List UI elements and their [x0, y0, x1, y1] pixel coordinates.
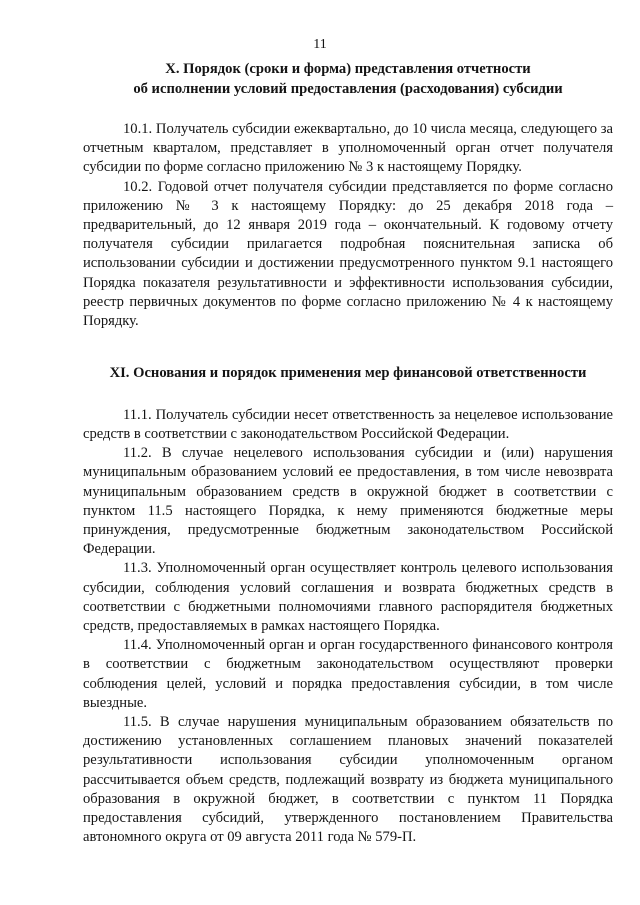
section-x-heading [83, 60, 613, 99]
section-x-heading-line1: X. Порядок (сроки и форма) представления отчетности [165, 61, 531, 77]
section-x-heading-line2: об исполнении условий предоставления (расходования) субсидии [133, 80, 563, 97]
paragraph-11-1: 11.1. Получатель субсидии несет ответственность за нецелевое использование средств в соответствии с законодательством Российской Федерации. [83, 406, 613, 442]
paragraph-11-2: 11.2. В случае нецелевого использования субсидии и (или) нарушения муниципальным образованием условий ее предоставления, в том числе невозврата муниципальным образованием средств в окружной бюджет в соответствии с пунктом 11.5 настоящего Порядка, к нему применяются бюджетные меры принуждения, предусмотренные бюджетным законодательством Российской Федерации. [83, 445, 613, 558]
paragraph-10-1: 10.1. Получатель субсидии ежеквартально, до 10 числа месяца, следующего за отчетным кварталом, представляет в уполномоченный орган отчет получателя субсидии по форме согласно приложению № 3 к настоящему Порядку. [83, 121, 613, 176]
page-number: 11 [313, 37, 327, 52]
section-x-body [83, 120, 613, 331]
section-xi-body [83, 406, 613, 848]
paragraph-11-4: 11.4. Уполномоченный орган и орган государственного финансового контроля в соответствии с бюджетным законодательством осуществляют проверки соблюдения целей, условий и порядка предоставления субсидии, в том числе выездные. [83, 637, 613, 711]
page-content [83, 60, 613, 847]
paragraph-10-2: 10.2. Годовой отчет получателя субсидии представляется по форме согласно приложению № 3 к настоящему Порядку: до 25 декабря 2018 года – предварительный, до 12 января 2019 года – окончательный. К годовому отчету получателя субсидии прилагается подробная пояснительная записка об использовании субсидии и достижении предусмотренного пунктом 9.1 настоящего Порядка показателя результативности и эффективности использования субсидии, реестр первичных документов по форме согласно приложению № 4 к настоящему Порядку. [83, 178, 613, 330]
paragraph-11-5: 11.5. В случае нарушения муниципальным образованием обязательств по достижению установленных соглашением плановых значений показателей результативности использования субсидии уполномоченным органом рассчитывается объем средств, подлежащий возврату из бюджета муниципального образования в окружной бюджет, в соответствии с пунктом 11 Порядка предоставления субсидий, утвержденного постановлением Правительства автономного округа от 09 августа 2011 года № 579-П. [83, 713, 613, 846]
paragraph-11-3: 11.3. Уполномоченный орган осуществляет контроль целевого использования субсидии, соблюдения условий соглашения и возврата бюджетных средств в соответствии с бюджетными полномочиями главного распорядителя бюджетных средств, предоставляемых в рамках настоящего Порядка. [83, 560, 613, 634]
section-xi-heading: XI. Основания и порядок применения мер финансовой ответственности [109, 365, 587, 382]
